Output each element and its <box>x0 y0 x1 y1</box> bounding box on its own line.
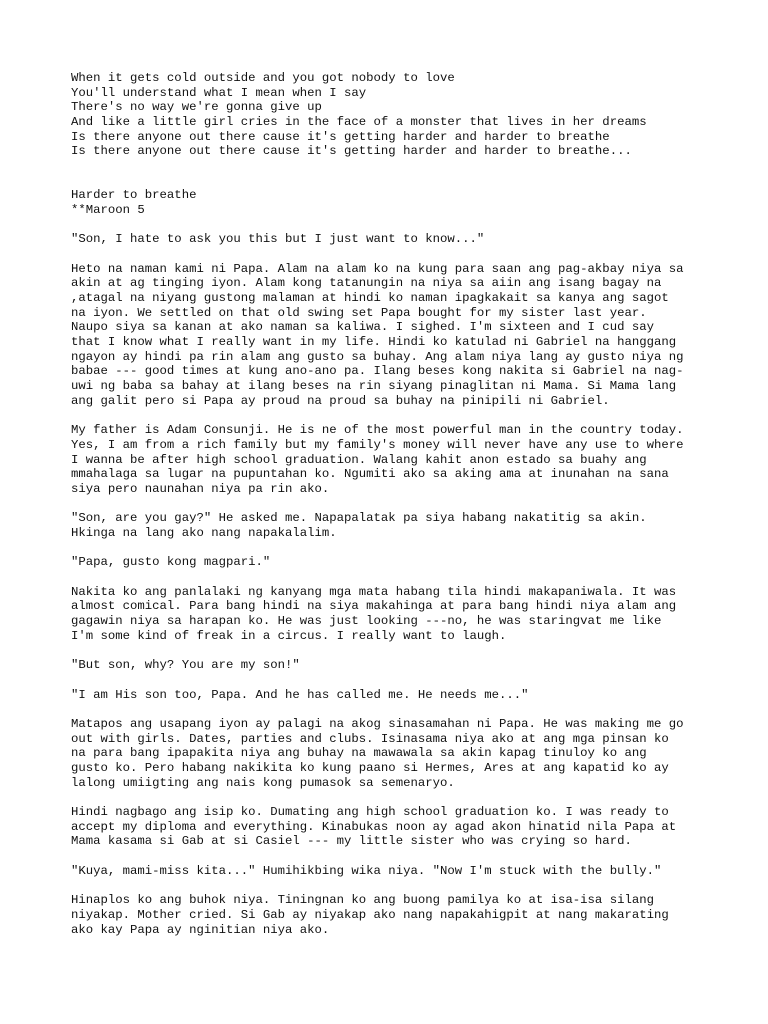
paragraph-line: "But son, why? You are my son!" <box>71 658 300 673</box>
paragraph-line: lalong umiigting ang nais kong pumasok sa semenaryo. <box>71 775 455 790</box>
paragraph-line: siya pero naunahan niya pa rin ako. <box>71 481 330 496</box>
paragraph-line: na para bang ipapakita niya ang buhay na mawawala sa akin kapag tinuloy ko ang <box>71 746 647 761</box>
story-paragraph <box>71 555 731 570</box>
story-paragraph <box>71 805 731 849</box>
song-credit <box>71 188 731 217</box>
paragraph-line: "Son, are you gay?" He asked me. Napapalatak pa siya habang nakatitig sa akin. <box>71 511 647 526</box>
document-page <box>71 71 731 937</box>
paragraph-line: I'm some kind of freak in a circus. I really want to laugh. <box>71 628 507 643</box>
paragraph-line: niyakap. Mother cried. Si Gab ay niyakap ako nang napakahigpit at nang makarating <box>71 907 669 922</box>
story-paragraph <box>71 511 731 540</box>
paragraph-line: na iyon. We settled on that old swing set Papa bought for my sister last year. <box>71 305 647 320</box>
paragraph-line: Yes, I am from a rich family but my family's money will never have any use to where <box>71 437 684 452</box>
paragraph-line: ang galit pero si Papa ay proud na proud sa buhay na pinipili ni Gabriel. <box>71 393 610 408</box>
story-paragraph <box>71 585 731 644</box>
song-title: Harder to breathe <box>71 188 197 203</box>
paragraph-line: Heto na naman kami ni Papa. Alam na alam ko na kung para saan ang pag-akbay niya sa <box>71 261 684 276</box>
paragraph-line: almost comical. Para bang hindi na siya makahinga at para bang hindi niya alam ang <box>71 599 677 614</box>
story-paragraph <box>71 893 731 937</box>
paragraph-line: Hkinga na lang ako nang napakalalim. <box>71 525 337 540</box>
paragraph-line: "I am His son too, Papa. And he has called me. He needs me..." <box>71 687 529 702</box>
paragraph-line: gagawin niya sa harapan ko. He was just looking ---no, he was staringvat me like <box>71 614 662 629</box>
paragraph-line: Mama kasama si Gab at si Casiel --- my little sister who was crying so hard. <box>71 834 632 849</box>
paragraph-line: "Papa, gusto kong magpari." <box>71 555 271 570</box>
paragraph-line: ako kay Papa ay nginitian niya ako. <box>71 922 330 937</box>
lyric-line: And like a little girl cries in the face of a monster that lives in her dreams <box>71 115 647 130</box>
story-paragraph <box>71 688 731 703</box>
story-paragraph <box>71 262 731 409</box>
story-paragraph <box>71 232 731 247</box>
paragraph-line: babae --- good times at kung ano-ano pa. Ilang beses kong nakita si Gabriel na nag- <box>71 364 684 379</box>
lyric-line: When it gets cold outside and you got nobody to love <box>71 71 455 85</box>
paragraph-line: mmahalaga sa lugar na pupuntahan ko. Ngumiti ako sa aking ama at inunahan na sana <box>71 467 669 482</box>
paragraph-line: Matapos ang usapang iyon ay palagi na akog sinasamahan ni Papa. He was making me go <box>71 716 684 731</box>
paragraph-line: gusto ko. Pero habang nakikita ko kung paano si Hermes, Ares at ang kapatid ko ay <box>71 760 669 775</box>
paragraph-line: My father is Adam Consunji. He is ne of the most powerful man in the country today. <box>71 423 684 438</box>
paragraph-line: I wanna be after high school graduation. Walang kahit anon estado sa buahy ang <box>71 452 647 467</box>
paragraph-line: accept my diploma and everything. Kinabukas noon ay agad akon hinatid nila Papa at <box>71 819 677 834</box>
story-paragraph <box>71 864 731 879</box>
paragraph-line: ngayon ay hindi pa rin alam ang gusto sa buhay. Ang alam niya lang ay gusto niya ng <box>71 349 684 364</box>
story-paragraph <box>71 717 731 790</box>
lyric-line: Is there anyone out there cause it's getting harder and harder to breathe <box>71 129 610 144</box>
paragraph-line: that I know what I really want in my life. Hindi ko katulad ni Gabriel na hanggang <box>71 335 677 349</box>
story-paragraph <box>71 423 731 496</box>
paragraph-line: "Kuya, mami-miss kita..." Humihikbing wika niya. "Now I'm stuck with the bully." <box>71 863 662 878</box>
paragraph-line: "Son, I hate to ask you this but I just want to know..." <box>71 232 485 247</box>
lyric-line: Is there anyone out there cause it's getting harder and harder to breathe... <box>71 144 632 159</box>
paragraph-line: uwi ng baba sa bahay at ilang beses na rin siyang pinaglitan ni Mama. Si Mama lang <box>71 379 677 394</box>
paragraph-line: Nakita ko ang panlalaki ng kanyang mga mata habang tila hindi makapaniwala. It was <box>71 584 677 599</box>
paragraph-line: ,atagal na niyang gustong malaman at hindi ko naman ipagkakait sa kanya ang sagot <box>71 290 669 305</box>
lyric-line: There's no way we're gonna give up <box>71 100 322 115</box>
lyric-line: You'll understand what I mean when I say <box>71 85 367 100</box>
story-paragraph <box>71 658 731 673</box>
paragraph-line: out with girls. Dates, parties and clubs. Isinasama niya ako at ang mga pinsan ko <box>71 731 669 746</box>
story-body <box>71 232 731 937</box>
song-lyrics <box>71 71 731 159</box>
paragraph-line: Naupo siya sa kanan at ako naman sa kaliwa. I sighed. I'm sixteen and I cud say <box>71 320 654 335</box>
paragraph-line: Hinaplos ko ang buhok niya. Tiningnan ko ang buong pamilya ko at isa-isa silang <box>71 893 654 908</box>
paragraph-line: Hindi nagbago ang isip ko. Dumating ang high school graduation ko. I was ready to <box>71 805 669 819</box>
song-artist: **Maroon 5 <box>71 202 145 217</box>
paragraph-line: akin at ag tinging iyon. Alam kong tatanungin na niya sa aiin ang isang bagay na <box>71 276 662 291</box>
